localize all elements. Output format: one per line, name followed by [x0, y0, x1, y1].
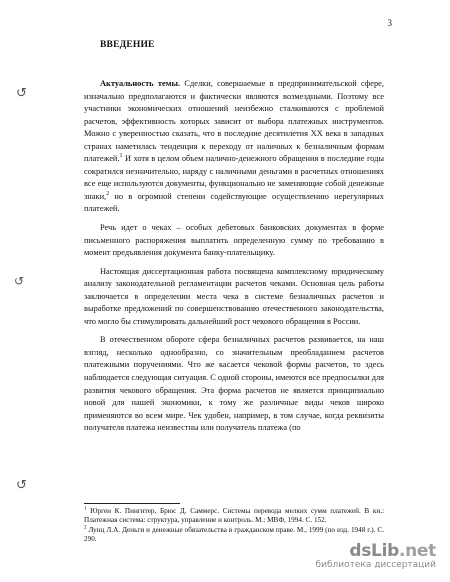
paragraph-text: Сделки, совершаемые в предпринимательской сфере, изначально предполагаются и фактически являются возмездными. Поэтому все участники экономических отношений неизбежно сталкиваются с проблемой расчетов, эффективность которых зависит от выбора платежных инструментов. Можно с уверенностью сказать, что в последние десятилетия XX века в западных странах наметилась тенденция к переходу от наличных к безналичным формам платежей. — [84, 79, 384, 164]
footnote-text: Лунц Л.А. Деньги и денежные обязательства в гражданском праве. М., 1999 (по изд. 1948 г.). С. 290. — [84, 525, 384, 544]
footnote-number: 1 — [84, 506, 87, 512]
margin-pencil-mark: ↺ — [14, 274, 25, 288]
footnote-divider — [84, 503, 180, 504]
footnote-text: Юрген К. Пингитер, Брюс Д. Саммерс. Системы перевода мелких сумм платежей. В кн.: Платежная система: структура, управление и контроль. М.: МВФ, 1994. С. 152. — [84, 507, 384, 525]
margin-pencil-mark: ↺ — [16, 86, 27, 101]
footnote-ref-2: 2 — [106, 191, 110, 198]
margin-pencil-mark: ↺ — [16, 478, 27, 493]
body-text — [84, 78, 384, 440]
footnotes — [84, 507, 384, 545]
section-heading: ВВЕДЕНИЕ — [100, 40, 155, 50]
watermark-logo — [316, 541, 436, 561]
footnote-ref-1: 1 — [119, 153, 123, 160]
watermark — [316, 541, 436, 570]
paragraph-text: но в огромной степени содействующие осуществлению нерегулярных платежей. — [84, 191, 384, 214]
footnote-1 — [84, 507, 384, 526]
paragraph-text: И хотя в целом объем налично-денежного обращения в последние годы сократился незначительно, наряду с наличными деньгами в расчетных отношениях все еще используются документы, функционально не заменяющие собой денежные знаки, — [84, 154, 384, 201]
paragraph-relevance — [84, 78, 384, 216]
watermark-logo-main: dsLib — [349, 541, 399, 561]
watermark-subtitle: библиотека диссертаций — [315, 560, 436, 570]
paragraph-cheques: Речь идет о чеках – особых дебетовых банковских документах в форме письменного распоряжения выплатить определенную сумму по требованию в момент предъявления документа банку-плательщику. — [84, 223, 384, 258]
paragraph-purpose: Настоящая диссертационная работа посвящена комплексному юридическому анализу законодательной регламентации расчетов чеками. Основная цель работы заключается в определении места чека в системе безналичных расчетов и выработке предложений по совершенствованию отечественного законодательства, что могло бы стимулировать дальнейший рост чекового обращения в России. — [84, 266, 384, 326]
relevance-label: Актуальность темы. — [100, 79, 181, 88]
paragraph-domestic: В отечественном обороте сфера безналичных расчетов развивается, на наш взгляд, несколько однообразно, со значительным преобладанием расчетов платежными поручениями. Что же касается чековой формы расчетов, то здесь наблюдается следующая ситуация. С одной стороны, имеются все предпосылки для развития чекового обращения. Эта форма расчетов не является принципиально новой для нашей экономики, к тому же различные виды чеков широко применяются во всем мире. Чек удобен, например, в том случае, когда реквизиты получателя платежа неизвестны или получатель платежа (по — [84, 335, 384, 433]
page-number: 3 — [387, 18, 392, 28]
watermark-logo-tld: .net — [398, 541, 436, 561]
footnote-number: 2 — [84, 525, 87, 531]
